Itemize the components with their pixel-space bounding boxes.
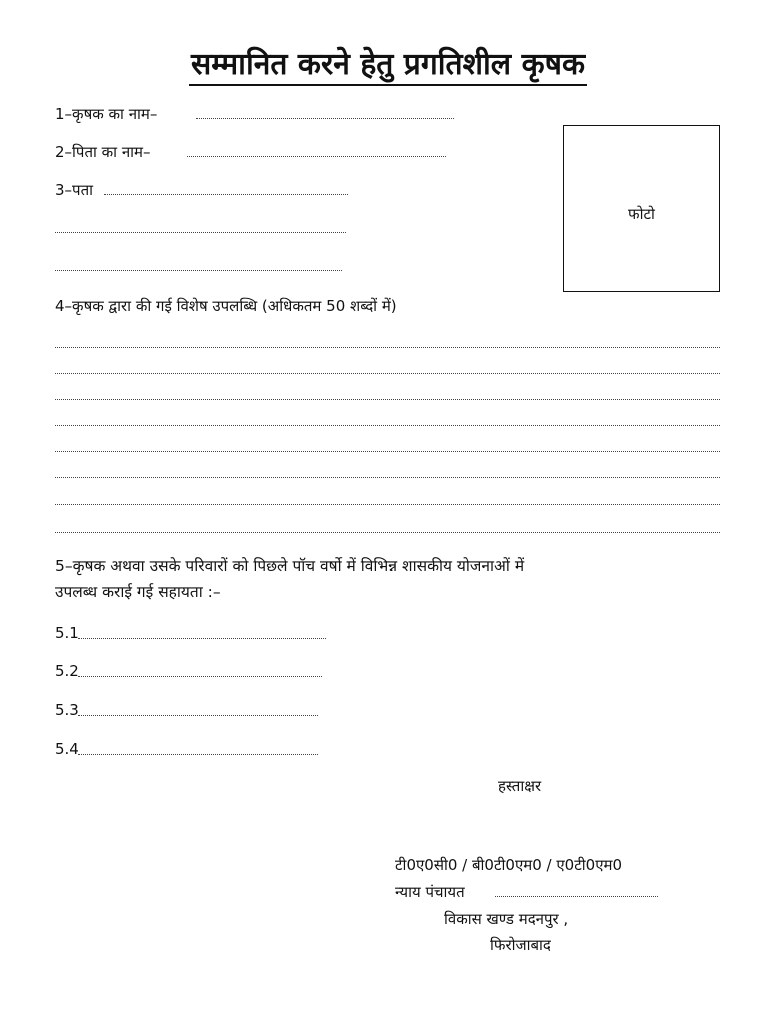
achievement-line-6[interactable] <box>55 477 720 478</box>
address-field-line-3[interactable] <box>55 270 342 271</box>
father-name-field[interactable] <box>187 156 446 157</box>
subitem-5-3-label: 5.3 <box>55 701 79 719</box>
subitem-5-2-label: 5.2 <box>55 662 79 680</box>
address-field-line-2[interactable] <box>55 232 346 233</box>
subitem-5-1-label: 5.1 <box>55 624 79 642</box>
nyay-panchayat-field[interactable] <box>495 896 658 897</box>
achievement-line-1[interactable] <box>55 347 720 348</box>
photo-box[interactable] <box>563 125 720 292</box>
achievement-line-7[interactable] <box>55 504 720 505</box>
achievement-line-4[interactable] <box>55 425 720 426</box>
achievement-line-2[interactable] <box>55 373 720 374</box>
block-label: विकास खण्ड मदनपुर , <box>444 910 569 928</box>
nyay-panchayat-label: न्याय पंचायत <box>395 883 465 901</box>
achievement-line-8[interactable] <box>55 532 720 533</box>
address-field-line-1[interactable] <box>104 194 348 195</box>
assistance-label-line-1: 5–कृषक अथवा उसके परिवारों को पिछले पॉच वर्षो में विभिन्न शासकीय योजनाओं में <box>55 557 525 575</box>
officers-label: टी0ए0सी0 / बी0टी0एम0 / ए0टी0एम0 <box>395 856 623 874</box>
assistance-label-line-2: उपलब्ध कराई गई सहायता :– <box>55 583 221 601</box>
father-name-label: 2–पिता का नाम– <box>55 143 151 161</box>
form-title <box>0 42 768 83</box>
subitem-5-4-field[interactable] <box>78 754 318 755</box>
subitem-5-1-field[interactable] <box>78 638 326 639</box>
subitem-5-4-label: 5.4 <box>55 740 79 758</box>
achievement-line-5[interactable] <box>55 451 720 452</box>
signature-label: हस्ताक्षर <box>498 777 542 795</box>
photo-label: फोटो <box>628 205 655 223</box>
subitem-5-2-field[interactable] <box>78 676 322 677</box>
achievement-label: 4–कृषक द्वारा की गई विशेष उपलब्धि (अधिकतम 50 शब्दों में) <box>55 297 397 315</box>
farmer-name-field[interactable] <box>196 118 454 119</box>
achievement-line-3[interactable] <box>55 399 720 400</box>
address-label: 3–पता <box>55 181 93 199</box>
form-title-text: सम्मानित करने हेतु प्रगतिशील कृषक <box>189 47 587 86</box>
subitem-5-3-field[interactable] <box>78 715 318 716</box>
district-label: फिरोजाबाद <box>490 936 551 954</box>
farmer-name-label: 1–कृषक का नाम– <box>55 105 158 123</box>
